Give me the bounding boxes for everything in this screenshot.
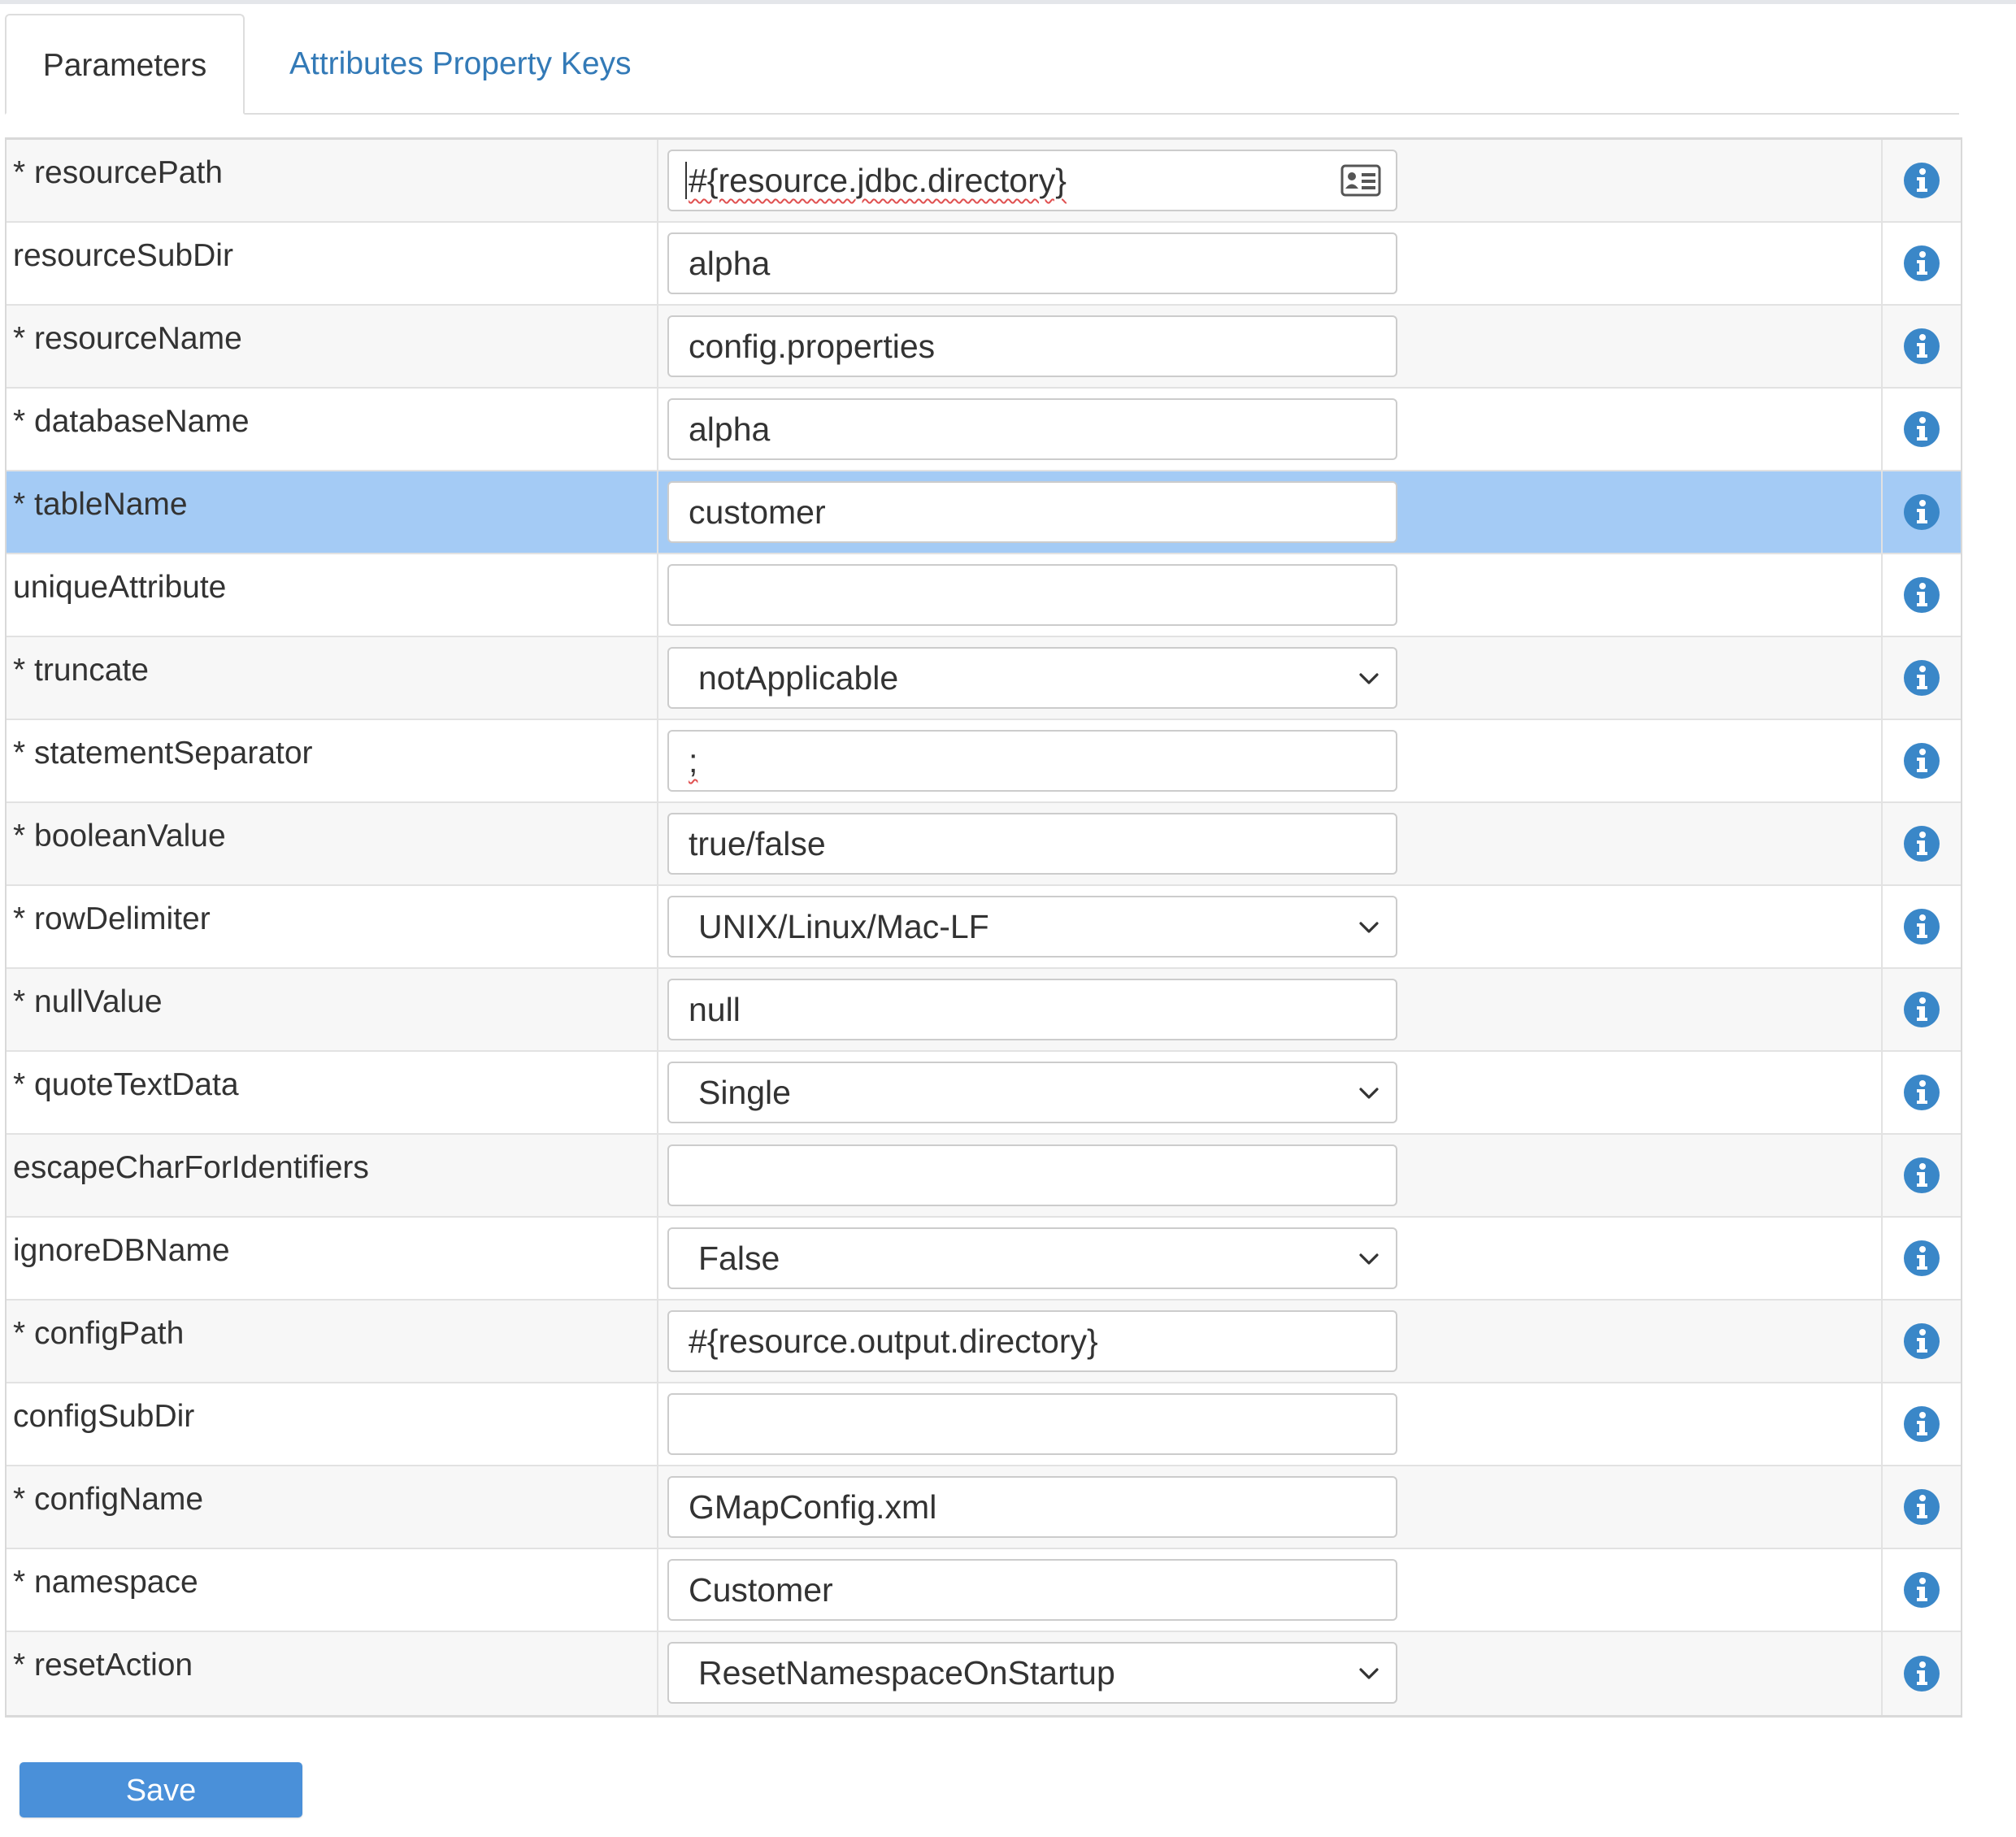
parameter-value: true/false (689, 825, 826, 862)
parameter-value: Single (698, 1074, 791, 1111)
parameter-input[interactable] (667, 150, 1397, 211)
parameter-input[interactable] (667, 1144, 1397, 1206)
info-cell (1881, 1218, 1961, 1299)
info-icon[interactable] (1903, 1074, 1940, 1111)
tab-bar (5, 14, 1959, 115)
parameter-value-cell (660, 306, 1879, 387)
table-row[interactable] (7, 471, 1961, 554)
chevron-down-icon (1357, 1661, 1381, 1686)
table-row[interactable] (7, 1383, 1961, 1466)
parameter-value-cell (660, 471, 1879, 553)
table-row[interactable] (7, 223, 1961, 306)
parameter-input[interactable] (667, 1310, 1397, 1372)
parameter-value: config.properties (689, 328, 936, 365)
parameter-select[interactable] (667, 1062, 1397, 1123)
parameter-label: resourceSubDir (7, 223, 658, 304)
parameter-select[interactable] (667, 647, 1397, 709)
parameter-value: #{resource.jdbc.directory} (685, 162, 1067, 199)
info-icon[interactable] (1903, 1405, 1940, 1443)
parameter-value: UNIX/Linux/Mac-LF (698, 908, 989, 945)
parameter-input[interactable] (667, 1559, 1397, 1621)
parameter-label: * resourcePath (7, 140, 658, 221)
chevron-down-icon (1357, 1247, 1381, 1271)
info-cell (1881, 969, 1961, 1050)
table-row[interactable] (7, 803, 1961, 886)
info-icon[interactable] (1903, 1240, 1940, 1277)
info-cell (1881, 223, 1961, 304)
parameter-value: alpha (689, 410, 771, 448)
parameter-value: #{resource.output.directory} (689, 1322, 1098, 1360)
parameter-value-cell (660, 1383, 1879, 1465)
parameter-value-cell (660, 803, 1879, 884)
parameter-label: escapeCharForIdentifiers (7, 1135, 658, 1216)
info-cell (1881, 1466, 1961, 1548)
parameter-value: alpha (689, 245, 771, 282)
info-cell (1881, 389, 1961, 470)
parameter-label: ignoreDBName (7, 1218, 658, 1299)
parameter-value-cell (660, 720, 1879, 801)
parameter-value: False (698, 1240, 780, 1277)
parameter-value-cell (660, 886, 1879, 967)
parameter-value: ResetNamespaceOnStartup (698, 1654, 1115, 1692)
info-icon[interactable] (1903, 328, 1940, 365)
parameter-value: GMapConfig.xml (689, 1488, 937, 1526)
parameter-input[interactable] (667, 564, 1397, 626)
table-row[interactable] (7, 1301, 1961, 1383)
info-icon[interactable] (1903, 576, 1940, 614)
info-cell (1881, 637, 1961, 719)
parameter-label: * truncate (7, 637, 658, 719)
info-cell (1881, 1052, 1961, 1133)
parameter-value-cell (660, 637, 1879, 719)
info-icon[interactable] (1903, 1488, 1940, 1526)
table-row[interactable] (7, 886, 1961, 969)
info-cell (1881, 1301, 1961, 1382)
parameter-label: * namespace (7, 1549, 658, 1631)
parameter-value-cell (660, 1218, 1879, 1299)
table-row[interactable] (7, 1549, 1961, 1632)
info-cell (1881, 140, 1961, 221)
info-icon[interactable] (1903, 410, 1940, 448)
table-row[interactable] (7, 1466, 1961, 1549)
info-icon[interactable] (1903, 1655, 1940, 1692)
tab-attributes-property-keys[interactable]: Attributes Property Keys (289, 46, 632, 81)
parameter-input[interactable] (667, 398, 1397, 460)
info-icon[interactable] (1903, 162, 1940, 199)
parameters-grid (5, 137, 1962, 1718)
table-row[interactable] (7, 140, 1961, 223)
table-row[interactable] (7, 554, 1961, 637)
parameter-label: * configName (7, 1466, 658, 1548)
parameter-select[interactable] (667, 1642, 1397, 1704)
top-divider (0, 0, 2016, 4)
parameter-value-cell (660, 389, 1879, 470)
info-cell (1881, 554, 1961, 636)
parameter-value: notApplicable (698, 659, 899, 697)
info-cell (1881, 1632, 1961, 1715)
table-row[interactable] (7, 1052, 1961, 1135)
chevron-down-icon (1357, 915, 1381, 940)
parameter-label: * rowDelimiter (7, 886, 658, 967)
parameter-label: * configPath (7, 1301, 658, 1382)
parameter-input[interactable] (667, 315, 1397, 377)
info-cell (1881, 471, 1961, 553)
parameter-label: * resetAction (7, 1632, 658, 1715)
parameter-value: Customer (689, 1571, 833, 1609)
parameter-value-cell (660, 1549, 1879, 1631)
parameter-input[interactable] (667, 1476, 1397, 1538)
info-cell (1881, 803, 1961, 884)
table-row[interactable] (7, 389, 1961, 471)
parameter-input[interactable] (667, 813, 1397, 875)
parameter-label: uniqueAttribute (7, 554, 658, 636)
table-row[interactable] (7, 637, 1961, 720)
table-row[interactable] (7, 306, 1961, 389)
info-cell (1881, 886, 1961, 967)
tab-parameters[interactable]: Parameters (5, 14, 245, 115)
parameter-input[interactable] (667, 481, 1397, 543)
info-icon[interactable] (1903, 1571, 1940, 1609)
parameter-label: * booleanValue (7, 803, 658, 884)
info-icon[interactable] (1903, 1157, 1940, 1194)
parameter-value-cell (660, 1052, 1879, 1133)
chevron-down-icon (1357, 1081, 1381, 1105)
info-icon[interactable] (1903, 825, 1940, 862)
info-cell (1881, 1549, 1961, 1631)
parameter-input[interactable] (667, 979, 1397, 1040)
info-icon[interactable] (1903, 245, 1940, 282)
parameter-label: * tableName (7, 471, 658, 553)
parameter-value: customer (689, 493, 826, 531)
info-icon[interactable] (1903, 742, 1940, 780)
info-cell (1881, 306, 1961, 387)
info-icon[interactable] (1903, 1322, 1940, 1360)
parameter-select[interactable] (667, 896, 1397, 958)
parameter-value-cell (660, 223, 1879, 304)
table-row[interactable] (7, 1218, 1961, 1301)
parameter-value-cell (660, 969, 1879, 1050)
parameter-value-cell (660, 140, 1879, 221)
contact-card-icon[interactable] (1340, 164, 1381, 197)
parameter-value-cell (660, 1301, 1879, 1382)
chevron-down-icon (1357, 667, 1381, 691)
parameter-value-cell (660, 554, 1879, 636)
info-cell (1881, 1135, 1961, 1216)
parameter-value: ; (689, 742, 698, 780)
parameter-input[interactable] (667, 730, 1397, 792)
info-cell (1881, 1383, 1961, 1465)
table-row[interactable] (7, 969, 1961, 1052)
table-row[interactable] (7, 720, 1961, 803)
parameter-label: * statementSeparator (7, 720, 658, 801)
parameter-value-cell (660, 1466, 1879, 1548)
parameter-value-cell (660, 1135, 1879, 1216)
info-icon[interactable] (1903, 659, 1940, 697)
parameter-label: * databaseName (7, 389, 658, 470)
parameter-input[interactable] (667, 232, 1397, 294)
info-icon[interactable] (1903, 493, 1940, 531)
info-icon[interactable] (1903, 991, 1940, 1028)
parameter-value: null (689, 991, 741, 1028)
parameter-label: * resourceName (7, 306, 658, 387)
parameter-value-cell (660, 1632, 1879, 1715)
parameter-label: configSubDir (7, 1383, 658, 1465)
info-icon[interactable] (1903, 908, 1940, 945)
table-row[interactable] (7, 1135, 1961, 1218)
parameter-label: * quoteTextData (7, 1052, 658, 1133)
info-cell (1881, 720, 1961, 801)
table-row[interactable] (7, 1632, 1961, 1715)
parameter-select[interactable] (667, 1227, 1397, 1289)
parameter-input[interactable] (667, 1393, 1397, 1455)
parameter-label: * nullValue (7, 969, 658, 1050)
save-button[interactable]: Save (20, 1762, 302, 1817)
